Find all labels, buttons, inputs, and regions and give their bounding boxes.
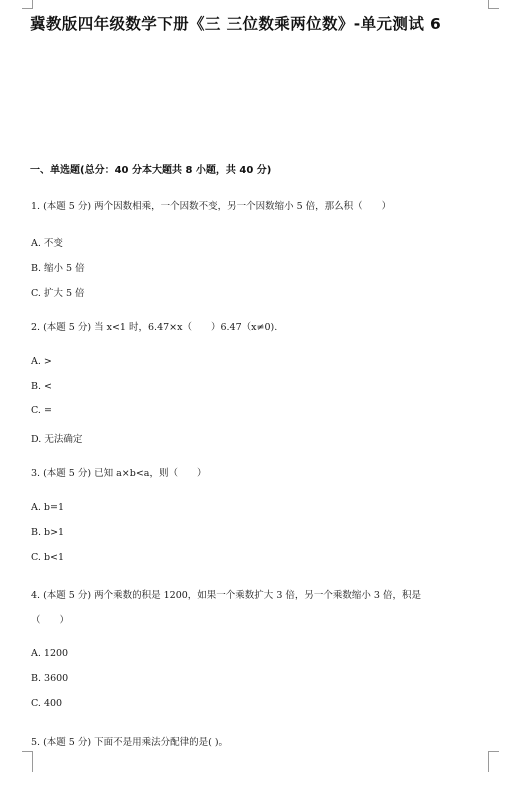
question-1-stem: 1. (本题 5 分) 两个因数相乘，一个因数不变，另一个因数缩小 5 倍，那么积（ ）: [31, 201, 392, 212]
question-1-option-c: C. 扩大 5 倍: [31, 288, 85, 299]
question-4-option-b: B. 3600: [31, 673, 69, 684]
question-3-option-b: B. b>1: [31, 527, 65, 538]
question-1-option-a: A. 不变: [31, 238, 63, 249]
question-2-stem: 2. (本题 5 分) 当 x<1 时，6.47×x（ ）6.47（x≠0).: [31, 322, 278, 333]
question-2-option-a: A. >: [31, 356, 52, 367]
question-3-option-a: A. b=1: [31, 502, 64, 513]
question-1-option-b: B. 缩小 5 倍: [31, 263, 85, 274]
question-5-stem: 5. (本题 5 分) 下面不是用乘法分配律的是( )。: [31, 737, 229, 748]
question-4-stem-continued: （ ）: [31, 615, 70, 626]
question-4-stem: 4. (本题 5 分) 两个乘数的积是 1200，如果一个乘数扩大 3 倍，另一个乘数缩小 3 倍，积是: [31, 590, 421, 601]
crop-mark-bottom-left: [22, 751, 33, 772]
document-title: 冀教版四年级数学下册《三 三位数乘两位数》-单元测试 6: [30, 15, 442, 33]
crop-mark-bottom-right: [488, 751, 499, 772]
crop-mark-top-right: [488, 0, 499, 9]
question-2-option-d: D. 无法确定: [31, 434, 83, 445]
section-heading: 一、单选题(总分：40 分本大题共 8 小题，共 40 分): [30, 165, 272, 176]
question-2-option-c: C. =: [31, 405, 52, 416]
question-3-option-c: C. b<1: [31, 552, 65, 563]
question-4-option-c: C. 400: [31, 698, 63, 709]
crop-mark-top-left: [22, 0, 33, 9]
question-4-option-a: A. 1200: [31, 648, 69, 659]
question-2-option-b: B. <: [31, 381, 52, 392]
question-3-stem: 3. (本题 5 分) 已知 a×b<a，则（ ）: [31, 468, 207, 479]
